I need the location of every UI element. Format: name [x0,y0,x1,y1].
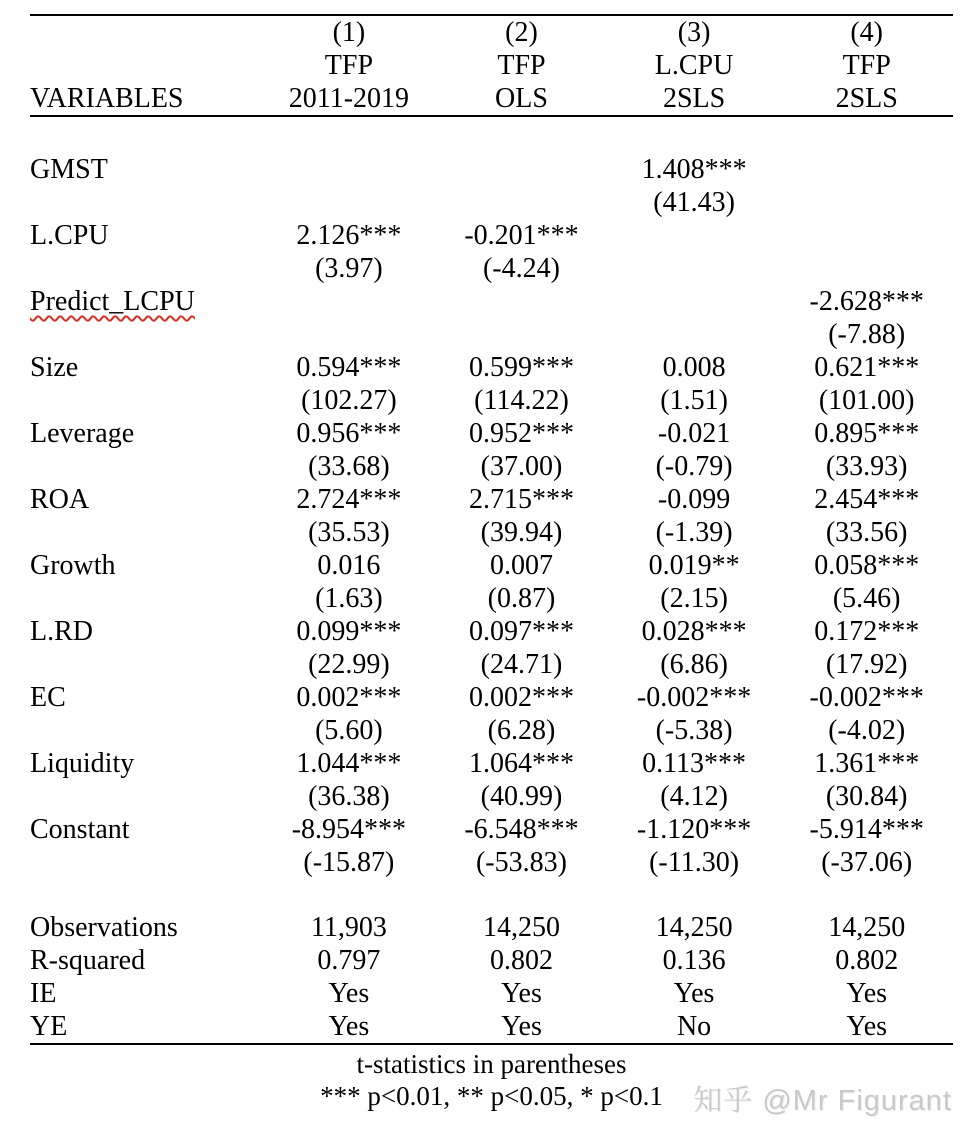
coefficient-cell: 0.007 [489,550,553,581]
coefficient-cell: -8.954*** [291,814,407,845]
note-tstat: t-statistics in parentheses [356,1049,627,1079]
coefficient-cell: 0.172*** [814,616,920,647]
tstat-cell: (-5.38) [655,715,733,746]
column-method: OLS [495,83,548,114]
coefficient-cell [263,285,436,318]
stat-cell: 11,903 [310,912,387,943]
stat-cell: Yes [846,1011,888,1042]
row-label: Liquidity [30,748,135,779]
tstat-cell: (-37.06) [821,847,913,878]
tstat-cell: (22.99) [308,649,390,680]
tstat-cell: (114.22) [474,385,569,416]
row-label: Constant [30,814,130,845]
stat-cell: 14,250 [655,912,733,943]
coefficient-cell: -5.914*** [809,814,924,845]
spacer-row [30,116,953,153]
header-row-depvars [30,49,953,82]
tstat-cell: (36.38) [308,781,390,812]
coefficient-cell: 1.064*** [468,748,574,779]
coefficient-cell: 1.044*** [296,748,402,779]
coefficient-cell: 0.002*** [296,682,402,713]
row-label-empty [30,186,263,219]
coefficient-cell: 0.621*** [814,352,920,383]
stat-cell: 14,250 [482,912,560,943]
tstat-cell [263,186,436,219]
tstat-cell: (5.46) [832,583,901,614]
tstat-row [30,450,953,483]
tstat-cell: (33.56) [825,517,908,548]
stat-cell: Yes [846,978,888,1009]
coefficient-cell: 0.113*** [642,748,747,779]
column-depvar: TFP [497,50,546,81]
tstat-cell: (30.84) [825,781,908,812]
coefficient-cell: 0.058*** [814,550,920,581]
tstat-cell: (-1.39) [655,517,733,548]
coefficient-cell: 0.016 [317,550,381,581]
tstat-row [30,516,953,549]
tstat-row [30,648,953,681]
coefficient-cell [608,219,781,252]
tstat-cell: (-53.83) [475,847,567,878]
tstat-cell: (17.92) [825,649,908,680]
tstat-cell: (6.86) [660,649,728,680]
coefficient-cell: -0.021 [657,418,731,449]
stat-cell: 0.802 [489,945,553,976]
coefficient-row [30,681,953,714]
tstat-cell: (6.28) [487,715,556,746]
coefficient-cell: -2.628*** [809,286,924,317]
table-header [30,15,953,116]
tstat-cell: (-4.02) [828,715,906,746]
stat-cell: 0.802 [835,945,899,976]
row-label-empty [30,450,263,483]
coefficient-cell: 2.724*** [296,484,402,515]
stat-cell: No [676,1011,712,1042]
coefficient-row [30,219,953,252]
tstat-cell: (2.15) [660,583,728,614]
column-method: 2011-2019 [288,83,410,114]
tstat-cell: (-4.24) [482,253,560,284]
row-label: GMST [30,154,108,185]
misspelled-word: Predict_LCPU [30,286,195,317]
tstat-cell: (-11.30) [649,847,740,878]
stat-label: Observations [30,912,178,943]
coefficient-row [30,153,953,186]
row-label-empty [30,714,263,747]
coefficient-cell: 0.099*** [296,616,402,647]
row-label-empty [30,582,263,615]
row-label: EC [30,682,66,713]
coefficient-cell [608,285,781,318]
coefficient-row [30,285,953,318]
stat-cell: 0.797 [317,945,381,976]
row-label: L.RD [30,616,93,647]
tstat-cell: (102.27) [301,385,397,416]
note-significance: *** p<0.01, ** p<0.05, * p<0.1 [320,1081,663,1111]
tstat-row [30,582,953,615]
variables-header: VARIABLES [30,83,184,114]
spacer-row [30,879,953,911]
tstat-cell: (0.87) [487,583,556,614]
column-method: 2SLS [662,83,726,114]
column-depvar: L.CPU [654,50,734,81]
coefficient-cell: 2.454*** [814,484,920,515]
zhihu-watermark: 知乎 @Mr Figurant [693,1085,952,1117]
tstat-cell: (41.43) [653,187,735,218]
tstat-cell: (-0.79) [655,451,733,482]
tstat-row [30,714,953,747]
tstat-cell: (39.94) [480,517,563,548]
tstat-cell [780,186,953,219]
row-label: ROA [30,484,90,515]
stat-cell: 14,250 [828,912,906,943]
header-empty-cell [30,15,263,49]
tstat-cell: (24.71) [480,649,563,680]
coefficient-row [30,351,953,384]
coefficient-cell: 0.599*** [468,352,574,383]
tstat-cell: (33.93) [825,451,908,482]
coefficient-cell: 0.002*** [468,682,574,713]
tstat-cell [608,252,781,285]
row-label-empty [30,516,263,549]
column-method: 2SLS [835,83,898,114]
tstat-cell [263,318,436,351]
coefficient-row [30,549,953,582]
column-number: (2) [505,17,538,48]
coefficient-cell: 0.097*** [468,616,574,647]
column-number: (4) [850,17,884,48]
coefficient-cell [780,219,953,252]
tstat-cell: (-15.87) [303,847,395,878]
table-body [30,116,953,1044]
row-label: Growth [30,550,116,581]
stat-cell: Yes [673,978,715,1009]
row-label-empty [30,846,263,879]
tstat-cell: (35.53) [308,517,390,548]
column-depvar: TFP [324,50,374,81]
stat-cell: Yes [501,978,542,1009]
coefficient-cell [435,153,608,186]
tstat-cell: (4.12) [660,781,728,812]
tstat-cell: (33.68) [308,451,390,482]
row-label: Leverage [30,418,135,449]
coefficient-cell: -0.201*** [464,220,579,251]
coefficient-row [30,813,953,846]
stat-label: IE [30,978,57,1009]
row-label-empty [30,252,263,285]
regression-table [30,14,953,1045]
tstat-cell: (40.99) [480,781,563,812]
coefficient-cell: -6.548*** [464,814,579,845]
tstat-cell: (5.60) [315,715,383,746]
header-empty-cell [30,49,263,82]
coefficient-cell: 0.956*** [296,418,402,449]
tstat-row [30,252,953,285]
coefficient-cell: 0.019** [648,550,740,581]
coefficient-cell: 0.008 [662,352,726,383]
coefficient-cell: 0.594*** [296,352,402,383]
tstat-row [30,384,953,417]
row-label: Size [30,352,79,383]
coefficient-cell: -0.002*** [809,682,924,713]
tstat-cell: (-7.88) [828,319,906,350]
tstat-row [30,846,953,879]
column-depvar: TFP [842,50,891,81]
header-row-numbers [30,15,953,49]
coefficient-cell: -0.002*** [636,682,752,713]
coefficient-cell: 1.408*** [641,154,747,185]
tstat-cell [780,252,953,285]
coefficient-cell [435,285,608,318]
stat-row [30,977,953,1010]
coefficient-row [30,417,953,450]
column-number: (1) [332,17,366,48]
stat-label: YE [30,1011,68,1042]
coefficient-cell: 0.895*** [814,418,920,449]
row-label-empty [30,780,263,813]
coefficient-cell [780,153,953,186]
row-label: L.CPU [30,220,109,251]
tstat-cell: (1.51) [660,385,728,416]
tstat-row [30,318,953,351]
coefficient-cell: 0.028*** [641,616,747,647]
stat-cell: Yes [328,1011,370,1042]
coefficient-cell: 2.715*** [468,484,574,515]
tstat-cell [435,186,608,219]
stat-row [30,944,953,977]
tstat-cell: (1.63) [315,583,383,614]
coefficient-cell: 0.952*** [468,418,574,449]
tstat-cell [608,318,781,351]
row-label [30,285,263,318]
coefficient-cell: 1.361*** [814,748,920,779]
row-label-empty [30,384,263,417]
stat-row [30,1010,953,1044]
stat-cell: 0.136 [662,945,726,976]
stat-cell: Yes [328,978,370,1009]
row-label-empty [30,318,263,351]
column-number: (3) [677,17,711,48]
stat-label: R-squared [30,945,146,976]
header-row-methods [30,82,953,116]
row-label-empty [30,648,263,681]
coefficient-row [30,747,953,780]
coefficient-cell [263,153,436,186]
coefficient-cell: -0.099 [657,484,731,515]
tstat-row [30,780,953,813]
tstat-cell: (3.97) [315,253,383,284]
coefficient-row [30,483,953,516]
tstat-cell: (37.00) [480,451,563,482]
tstat-cell [435,318,608,351]
coefficient-row [30,615,953,648]
tstat-cell: (101.00) [818,385,915,416]
coefficient-cell: -1.120*** [636,814,752,845]
stat-row [30,911,953,944]
stat-cell: Yes [501,1011,542,1042]
coefficient-cell: 2.126*** [296,220,402,251]
tstat-row [30,186,953,219]
